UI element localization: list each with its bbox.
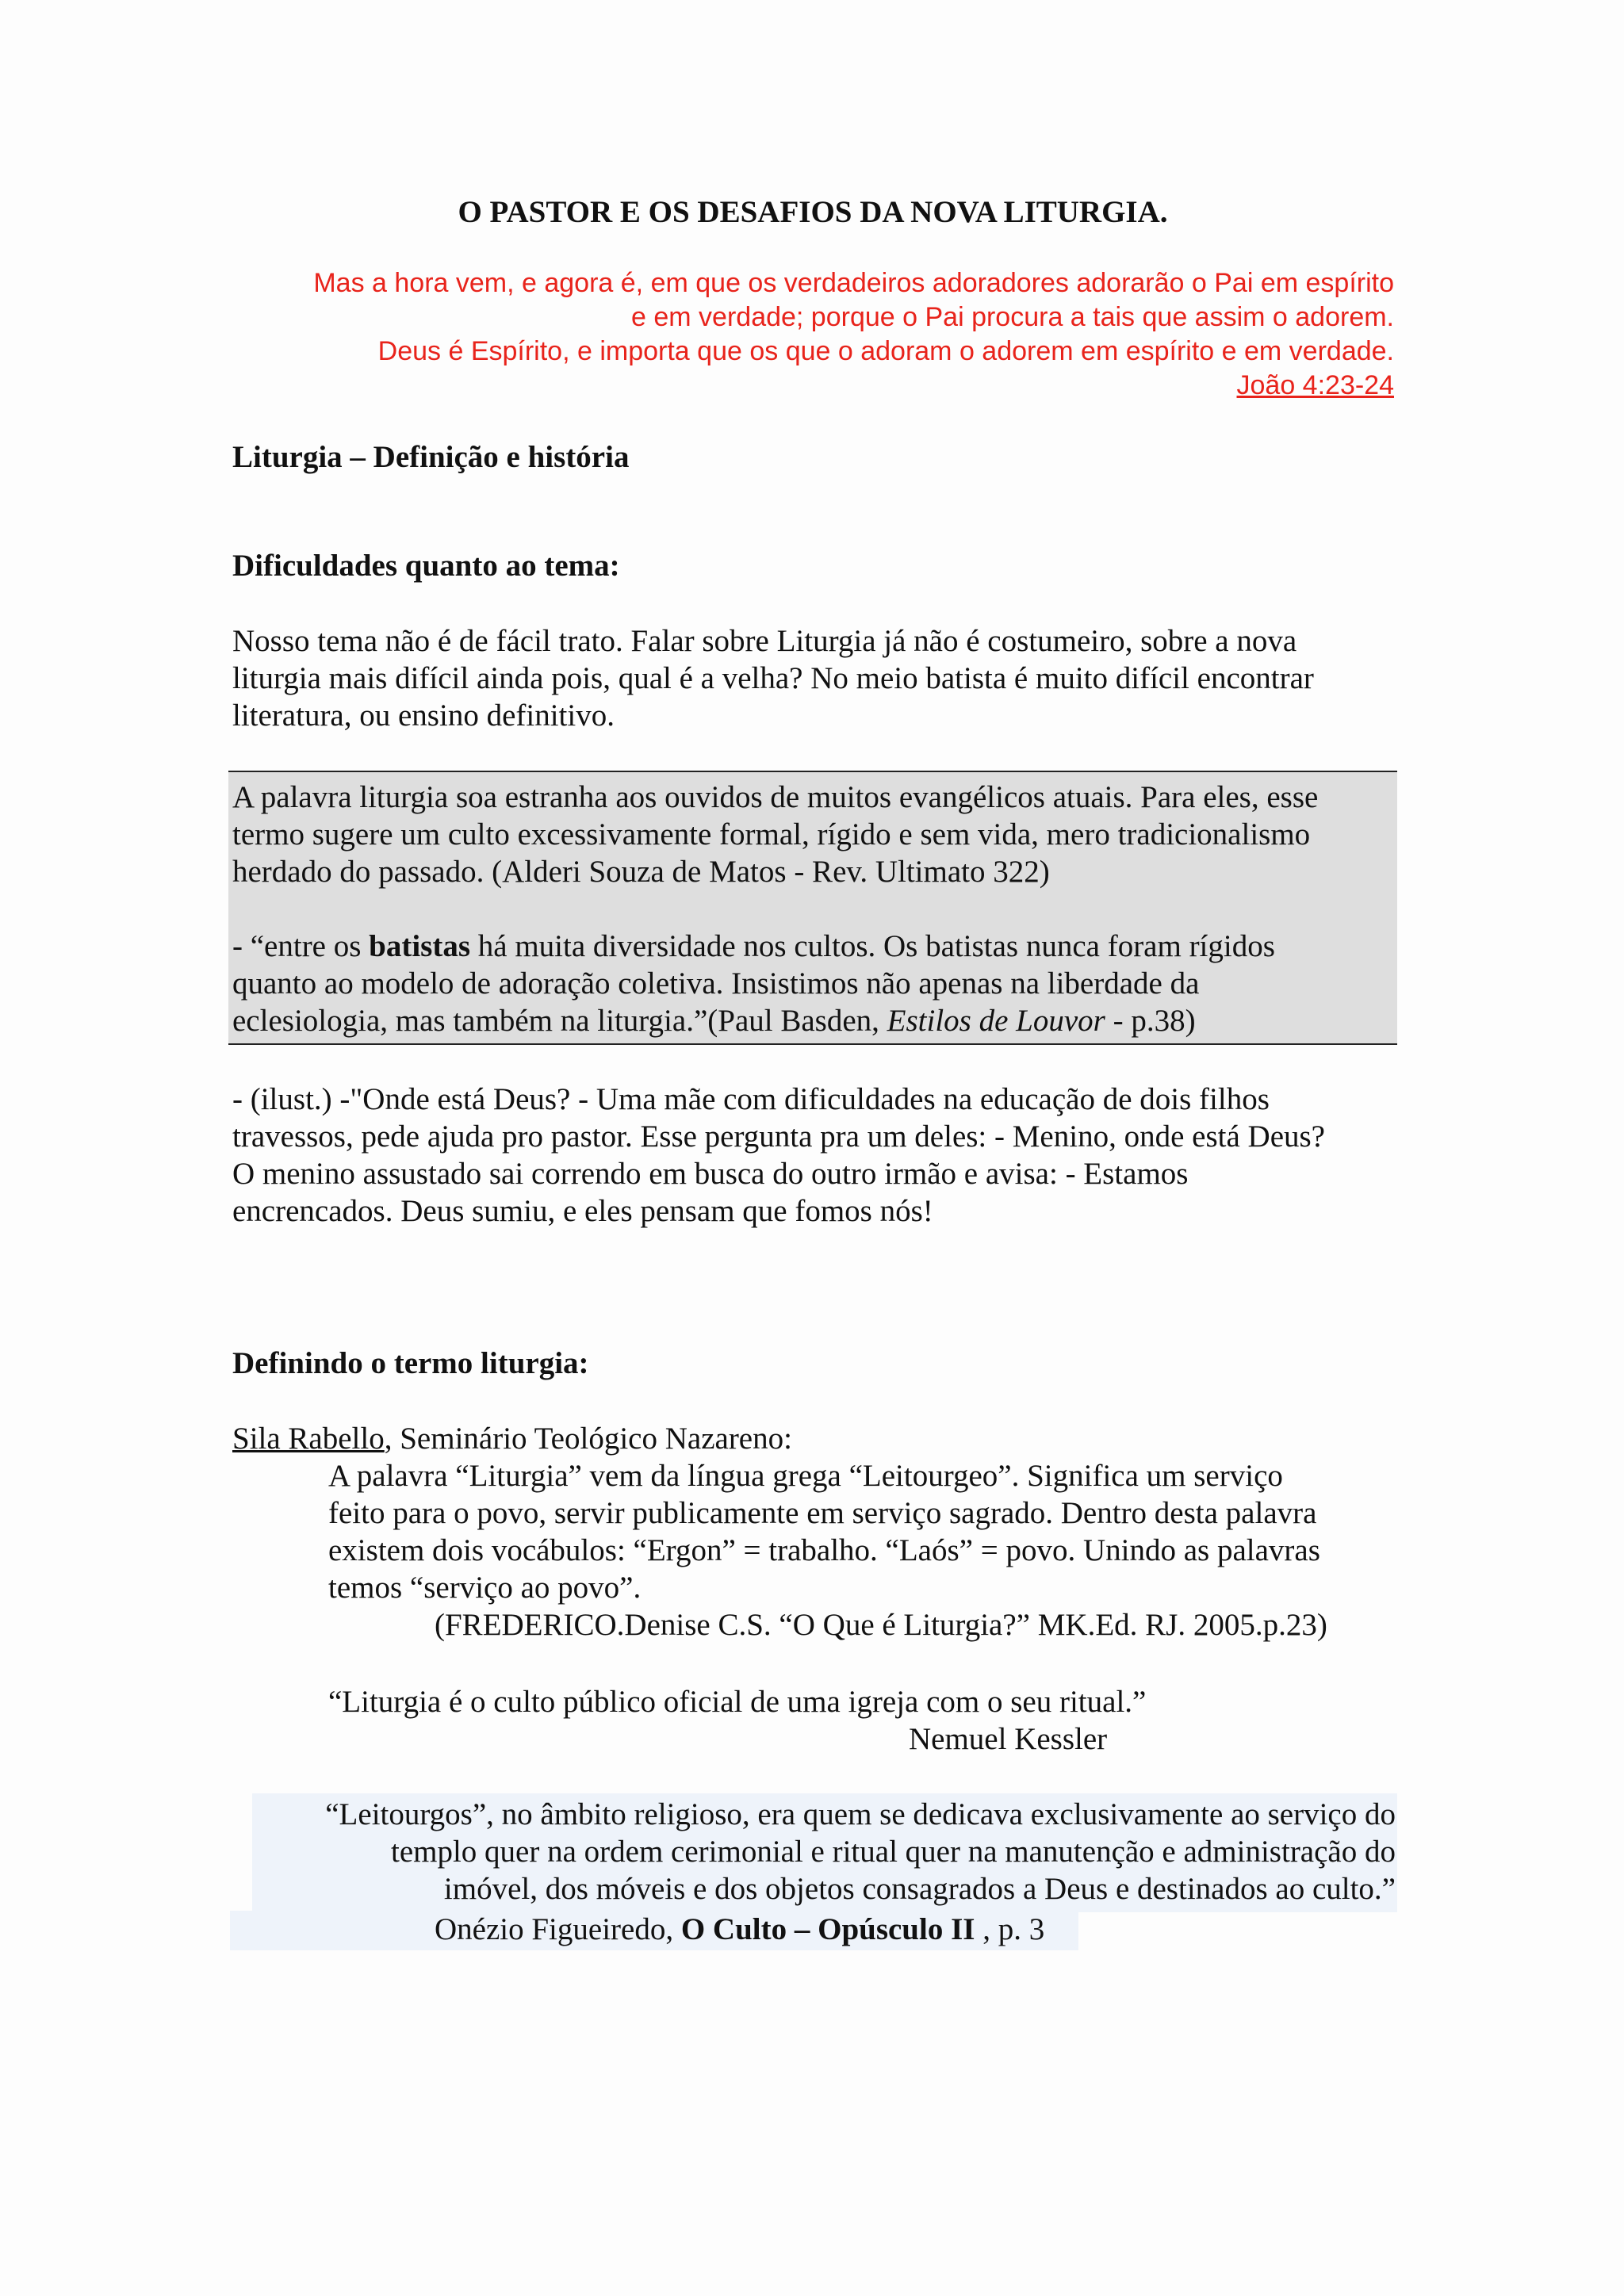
quote-line — [232, 928, 1275, 965]
illustration-line: - (ilust.) -"Onde está Deus? - Uma mãe com dificuldades na educação de dois filhos — [232, 1082, 1270, 1116]
paragraph-line: Nosso tema não é de fácil trato. Falar sobre Liturgia já não é costumeiro, sobre a nova — [232, 624, 1297, 658]
illustration-line: O menino assustado sai correndo em busca do outro irmão e avisa: - Estamos — [232, 1157, 1189, 1191]
definition-line: A palavra “Liturgia” vem da língua grega “Leitourgeo”. Significa um serviço — [328, 1459, 1283, 1493]
quote-line — [232, 1002, 1196, 1039]
onezio-page: , p. 3 — [975, 1912, 1045, 1946]
quote-text: - p.38) — [1105, 1004, 1196, 1038]
quote-text: - “entre os — [232, 929, 370, 963]
quote-bold-word: batistas — [369, 929, 471, 963]
definition-line: feito para o povo, servir publicamente em serviço sagrado. Dentro desta palavra — [328, 1496, 1317, 1530]
kessler-quote: “Liturgia é o culto público oficial de uma igreja com o seu ritual.” — [328, 1685, 1147, 1719]
illustration-line: encrencados. Deus sumiu, e eles pensam que fomos nós! — [232, 1194, 933, 1228]
definition-line: temos “serviço ao povo”. — [328, 1571, 642, 1605]
illustration-line: travessos, pede ajuda pro pastor. Esse pergunta pra um deles: - Menino, onde está Deus? — [232, 1119, 1325, 1154]
paragraph-line: liturgia mais difícil ainda pois, qual é a velha? No meio batista é muito difícil encontrar — [232, 661, 1314, 695]
onezio-book-title: O Culto – Opúsculo II — [680, 1912, 975, 1946]
epigraph-reference: João 4:23-24 — [1236, 370, 1394, 400]
definition-citation: (FREDERICO.Denise C.S. “O Que é Liturgia?” MK.Ed. RJ. 2005.p.23) — [435, 1608, 1327, 1642]
source-author: Sila Rabello — [232, 1422, 385, 1456]
quote-line: termo sugere um culto excessivamente formal, rígido e sem vida, mero tradicionalismo — [232, 817, 1311, 851]
section-heading-dificuldades: Dificuldades quanto ao tema: — [232, 549, 620, 583]
leitourgos-line: imóvel, dos móveis e dos objetos consagrados a Deus e destinados ao culto.” — [443, 1872, 1396, 1906]
onezio-citation — [435, 1911, 1044, 1948]
onezio-author: Onézio Figueiredo, — [435, 1912, 681, 1946]
paragraph-line: literatura, ou ensino definitivo. — [232, 698, 615, 733]
epigraph-line-3: Deus é Espírito, e importa que os que o adoram o adorem em espírito e em verdade. — [377, 336, 1394, 366]
leitourgos-line: “Leitourgos”, no âmbito religioso, era quem se dedicava exclusivamente ao serviço do — [325, 1797, 1396, 1831]
epigraph-line-2: e em verdade; porque o Pai procura a tais que assim o adorem. — [631, 302, 1394, 332]
quote-line: quanto ao modelo de adoração coletiva. Insistimos não apenas na liberdade da — [232, 966, 1200, 1001]
source-institution: , Seminário Teológico Nazareno: — [384, 1422, 792, 1456]
section-heading-definindo: Definindo o termo liturgia: — [232, 1346, 589, 1380]
quote-line: A palavra liturgia soa estranha aos ouvidos de muitos evangélicos atuais. Para eles, esse — [232, 780, 1319, 814]
leitourgos-line: templo quer na ordem cerimonial e ritual quer na manutenção e administração do — [390, 1835, 1396, 1869]
quote-text: há muita diversidade nos cultos. Os batistas nunca foram rígidos — [470, 929, 1275, 963]
section-heading-liturgia: Liturgia – Definição e história — [232, 440, 630, 474]
source-line — [232, 1420, 792, 1457]
definition-line: existem dois vocábulos: “Ergon” = trabalho. “Laós” = povo. Unindo as palavras — [328, 1533, 1320, 1567]
quote-line: herdado do passado. (Alderi Souza de Matos - Rev. Ultimato 322) — [232, 855, 1050, 889]
document-title: O PASTOR E OS DESAFIOS DA NOVA LITURGIA. — [458, 195, 1168, 229]
epigraph-line-1: Mas a hora vem, e agora é, em que os verdadeiros adoradores adorarão o Pai em espírito — [313, 268, 1394, 298]
kessler-author: Nemuel Kessler — [909, 1722, 1108, 1756]
quote-book-title: Estilos de Louvor — [887, 1004, 1105, 1038]
quote-text: eclesiologia, mas também na liturgia.”(Paul Basden, — [232, 1004, 887, 1038]
